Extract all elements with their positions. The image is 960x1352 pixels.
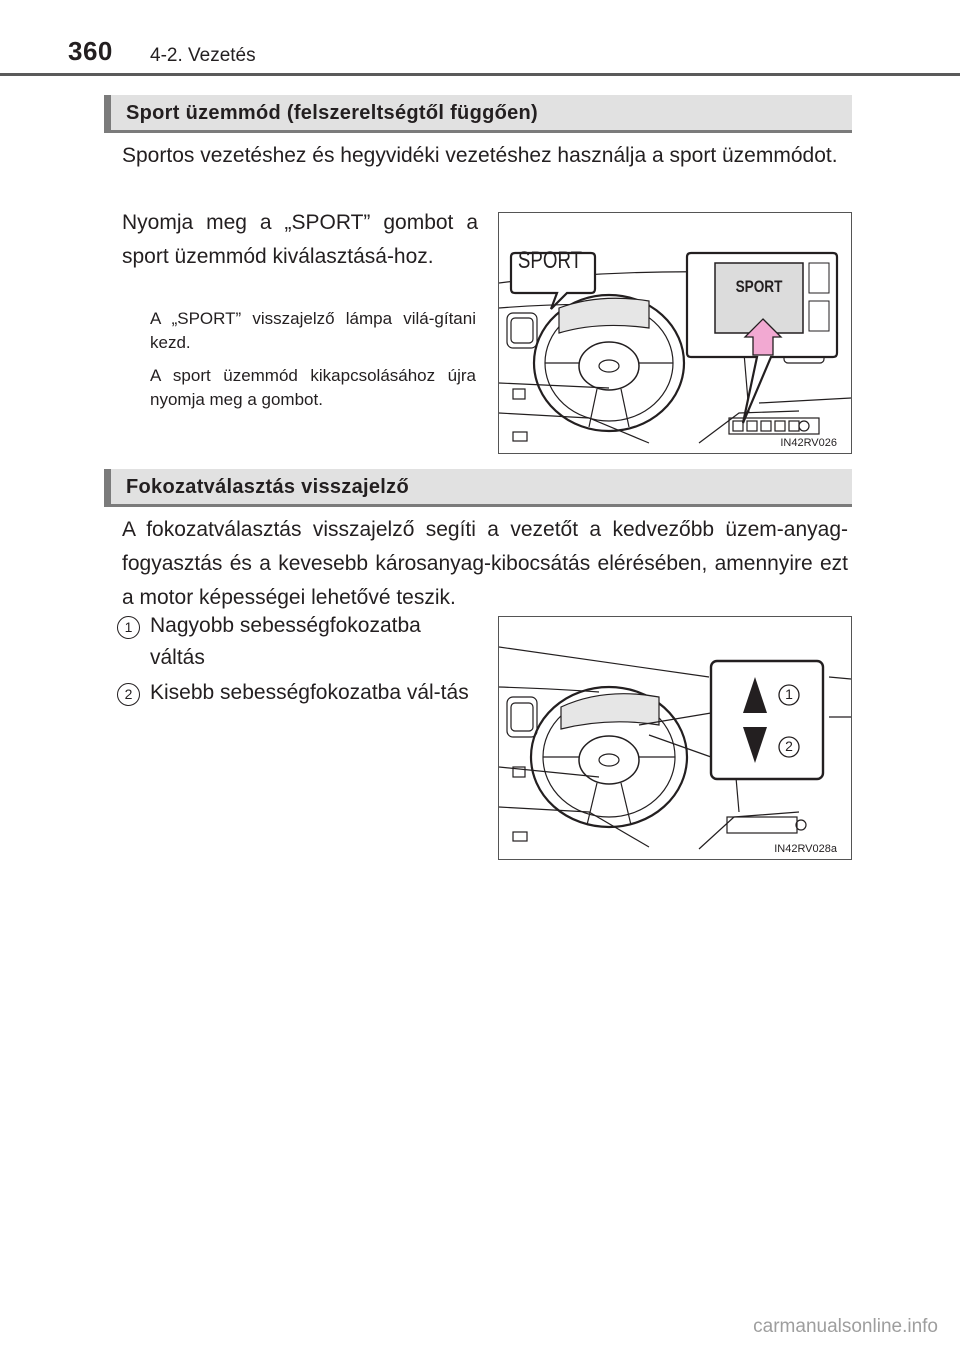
sport-mode-instruction: Nyomja meg a „SPORT” gombot a sport üzemmód kiválasztásá-hoz. — [122, 211, 478, 268]
section-reference: 4-2. Vezetés — [150, 45, 256, 66]
watermark: carmanualsonline.info — [753, 1316, 938, 1337]
page-number: 360 — [68, 36, 113, 66]
sport-off-note: A sport üzemmód kikapcsolásához újra nyomja meg a gombot. — [150, 366, 476, 409]
sport-mode-intro: Sportos vezetéshez és hegyvidéki vezetéshez használja a sport üzemmódot. — [122, 144, 838, 167]
fig-marker-2: 2 — [785, 738, 793, 754]
downshift-label: Kisebb sebességfokozatba vál-tás — [150, 681, 469, 704]
gear-indicator-figure — [498, 616, 852, 860]
sport-button-label: SPORT — [735, 277, 783, 296]
item-number-2: 2 — [117, 683, 140, 706]
header-divider — [0, 73, 960, 76]
upshift-label: Nagyobb sebességfokozatba váltás — [150, 614, 421, 669]
item-number-1: 1 — [117, 616, 140, 639]
gear-indicator-intro: A fokozatválasztás visszajelző segíti a vezetőt a kedvezőbb üzem-anyag-fogyasztás és a kevesebb károsanyag-kibocsátás elérésében, amennyire ezt a motor képességei lehetővé teszik. — [122, 518, 848, 609]
figure-code: IN42RV026 — [780, 437, 837, 449]
gear-indicator-section-header — [104, 469, 852, 507]
sport-callout-label: SPORT — [517, 247, 583, 274]
figure-code: IN42RV028a — [774, 843, 837, 855]
sport-button-figure — [498, 212, 852, 454]
gear-indicator-title: Fokozatválasztás visszajelző — [126, 476, 409, 498]
gear-zoom-panel — [711, 661, 823, 779]
sport-lamp-note: A „SPORT” visszajelző lámpa vilá-gítani kezd. — [150, 309, 476, 352]
sport-mode-section-header — [104, 95, 852, 133]
fig-marker-1: 1 — [785, 686, 793, 702]
sport-mode-title: Sport üzemmód (felszereltségtől függően) — [126, 102, 539, 124]
